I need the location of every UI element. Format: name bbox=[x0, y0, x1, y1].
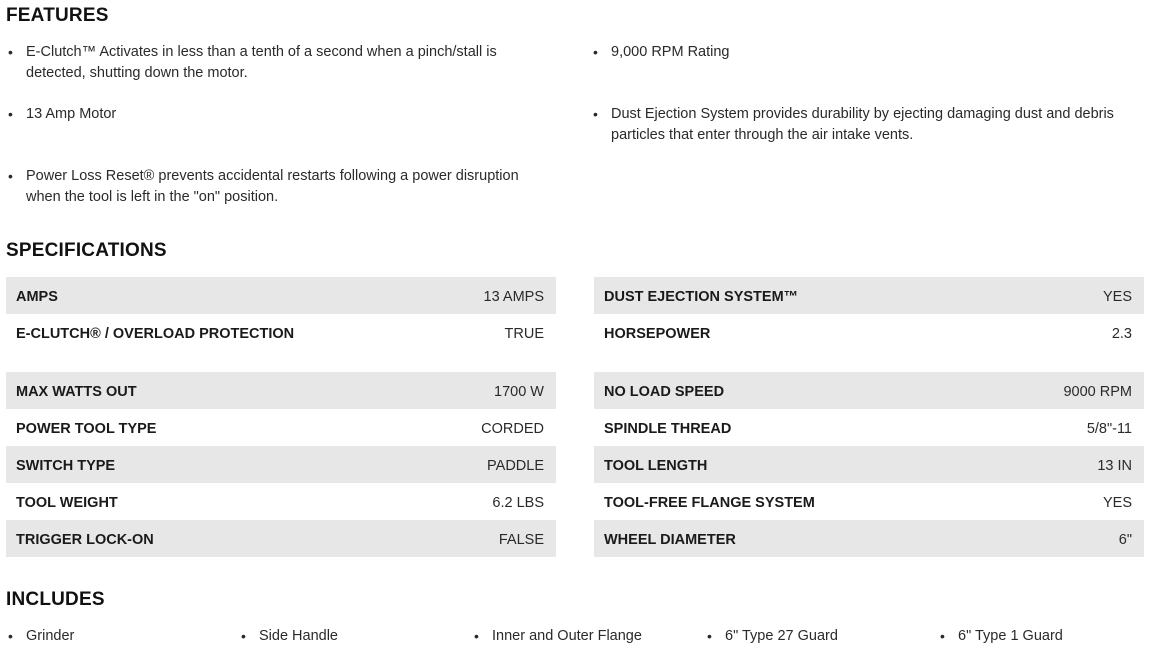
feature-item-rpm-rating: • 9,000 RPM Rating bbox=[591, 42, 1146, 63]
spec-row bbox=[6, 372, 556, 409]
spec-row bbox=[6, 314, 556, 372]
features-heading: FEATURES bbox=[6, 5, 109, 26]
spec-value: 6.2 LBS bbox=[492, 495, 544, 511]
spec-row bbox=[594, 409, 1144, 446]
spec-row bbox=[594, 446, 1144, 483]
spec-table-left bbox=[6, 277, 556, 557]
spec-value: 6" bbox=[1118, 532, 1132, 548]
includes-item-type-1-guard: • 6" Type 1 Guard bbox=[938, 626, 1063, 647]
includes-heading: INCLUDES bbox=[6, 589, 105, 610]
spec-value: 1700 W bbox=[494, 384, 544, 400]
spec-label: AMPS bbox=[16, 289, 58, 305]
specifications-heading: SPECIFICATIONS bbox=[6, 240, 167, 261]
spec-label: SWITCH TYPE bbox=[16, 458, 116, 474]
spec-value: CORDED bbox=[481, 421, 544, 437]
spec-label: NO LOAD SPEED bbox=[604, 384, 725, 400]
feature-item-power-loss-reset: • Power Loss Reset® prevents accidental restarts following a power disruption when the tool is left in the "on" position. bbox=[6, 166, 551, 208]
spec-row bbox=[594, 483, 1144, 520]
spec-label: HORSEPOWER bbox=[604, 326, 711, 342]
spec-value: TRUE bbox=[504, 326, 544, 342]
spec-row bbox=[6, 520, 556, 557]
spec-label: SPINDLE THREAD bbox=[604, 421, 732, 437]
spec-row bbox=[6, 277, 556, 314]
feature-item-e-clutch: • E-Clutch™ Activates in less than a tenth of a second when a pinch/stall is detected, shutting down the motor. bbox=[6, 42, 546, 84]
spec-value: FALSE bbox=[498, 532, 544, 548]
spec-table-right bbox=[594, 277, 1144, 557]
spec-value: YES bbox=[1102, 495, 1132, 511]
spec-value: 5/8"-11 bbox=[1086, 421, 1132, 437]
spec-label: TRIGGER LOCK-ON bbox=[16, 532, 154, 548]
spec-row bbox=[594, 314, 1144, 372]
spec-row bbox=[6, 409, 556, 446]
spec-label: MAX WATTS OUT bbox=[16, 384, 137, 400]
spec-label: WHEEL DIAMETER bbox=[604, 532, 736, 548]
spec-label: TOOL-FREE FLANGE SYSTEM bbox=[604, 495, 815, 511]
spec-label: TOOL LENGTH bbox=[604, 458, 708, 474]
spec-value: 13 AMPS bbox=[483, 289, 544, 305]
includes-item-type-27-guard: • 6" Type 27 Guard bbox=[705, 626, 838, 647]
spec-value: 9000 RPM bbox=[1063, 384, 1132, 400]
spec-label: E-CLUTCH® / OVERLOAD PROTECTION bbox=[16, 326, 295, 342]
spec-value: YES bbox=[1102, 289, 1132, 305]
spec-value: 2.3 bbox=[1111, 326, 1132, 342]
includes-item-grinder: • Grinder bbox=[6, 626, 74, 647]
includes-item-side-handle: • Side Handle bbox=[239, 626, 338, 647]
spec-value: 13 IN bbox=[1097, 458, 1132, 474]
spec-label: TOOL WEIGHT bbox=[16, 495, 118, 511]
feature-item-dust-ejection: • Dust Ejection System provides durability by ejecting damaging dust and debris particles that enter through the air intake vents. bbox=[591, 104, 1149, 146]
spec-row bbox=[6, 446, 556, 483]
spec-label: POWER TOOL TYPE bbox=[16, 421, 157, 437]
spec-label: DUST EJECTION SYSTEM™ bbox=[604, 289, 799, 305]
feature-item-amp-motor: • 13 Amp Motor bbox=[6, 104, 546, 125]
spec-row bbox=[6, 483, 556, 520]
spec-value: PADDLE bbox=[487, 458, 544, 474]
spec-row bbox=[594, 277, 1144, 314]
includes-item-flange: • Inner and Outer Flange bbox=[472, 626, 642, 647]
spec-row bbox=[594, 372, 1144, 409]
spec-row bbox=[594, 520, 1144, 557]
